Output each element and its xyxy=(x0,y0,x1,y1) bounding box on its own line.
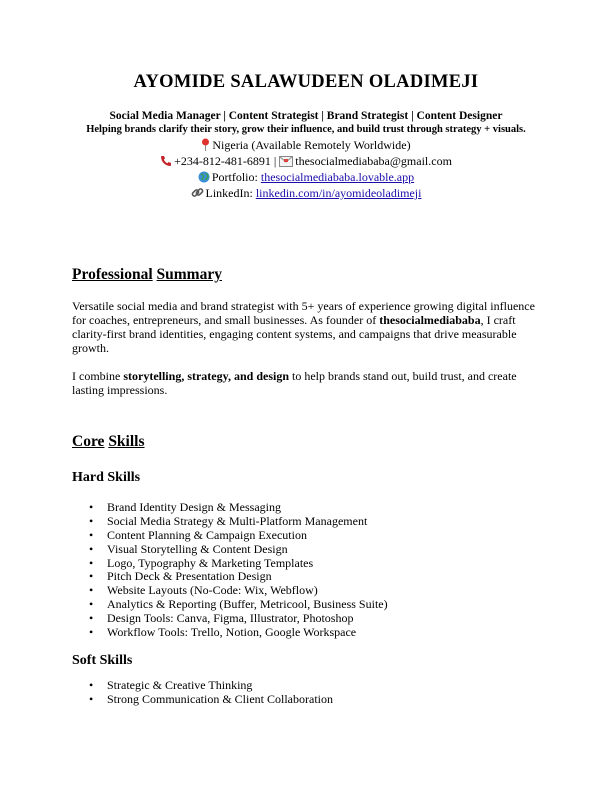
core-skills-heading xyxy=(72,433,145,451)
summary-paragraph-2 xyxy=(72,369,542,397)
list-item xyxy=(72,570,388,584)
soft-skills-heading: Soft Skills xyxy=(72,653,133,668)
link-chain-icon xyxy=(191,186,204,199)
portfolio-link[interactable]: thesocialmediababa.lovable.app xyxy=(260,170,415,184)
summary-text: , I craft clarity-first brand identities, engaging content systems, and campaigns that drive measurable growth. xyxy=(72,313,517,355)
bullet-marker: • xyxy=(89,555,94,570)
phone-number[interactable]: +234-812-481-6891 xyxy=(174,154,271,168)
portfolio-label: Portfolio: xyxy=(211,170,258,184)
heading-word: Summary xyxy=(156,266,222,283)
portfolio-line xyxy=(0,169,612,185)
professional-summary-heading xyxy=(72,266,222,284)
globe-icon xyxy=(198,171,210,183)
bullet-marker: • xyxy=(89,611,94,626)
soft-skills-list xyxy=(72,679,333,707)
phone-email-line xyxy=(0,153,612,169)
list-item xyxy=(72,598,388,612)
summary-text: to help brands stand out, build trust, and create lasting impressions. xyxy=(72,369,517,397)
list-item xyxy=(72,626,388,640)
bullet-marker: • xyxy=(89,691,94,706)
skill-text: Brand Identity Design & Messaging xyxy=(107,500,281,514)
list-item xyxy=(72,693,333,707)
skill-text: Social Media Strategy & Multi-Platform Management xyxy=(107,513,368,528)
bullet-marker: • xyxy=(89,583,94,598)
list-item xyxy=(72,515,388,529)
summary-text: Versatile social media and brand strategist with 5+ years of experience growing digital influence for coaches, entrepreneurs, and small businesses. As founder of xyxy=(72,299,535,327)
phone-icon xyxy=(160,155,172,167)
list-item xyxy=(72,543,388,557)
tagline: Helping brands clarify their story, grow their influence, and build trust through strategy + visuals. xyxy=(86,124,526,135)
skill-text: Analytics & Reporting (Buffer, Metricool, Business Suite) xyxy=(107,597,388,612)
skill-text: Workflow Tools: Trello, Notion, Google Workspace xyxy=(107,625,357,640)
list-item xyxy=(72,501,388,515)
list-item xyxy=(72,679,333,693)
skill-text: Pitch Deck & Presentation Design xyxy=(107,569,272,584)
skill-text: Visual Storytelling & Content Design xyxy=(107,541,288,556)
skill-text: Strategic & Creative Thinking xyxy=(107,678,253,692)
location-text: Nigeria (Available Remotely Worldwide) xyxy=(212,138,411,152)
job-titles: Social Media Manager | Content Strategist | Brand Strategist | Content Designer xyxy=(109,110,503,122)
hard-skills-list xyxy=(72,501,388,640)
contact-header xyxy=(0,109,612,201)
skill-text: Design Tools: Canva, Figma, Illustrator, Photoshop xyxy=(107,611,354,626)
list-item xyxy=(72,584,388,598)
candidate-name: AYOMIDE SALAWUDEEN OLADIMEJI xyxy=(133,72,479,92)
location-pin-icon xyxy=(201,138,210,151)
bullet-marker: • xyxy=(89,541,94,556)
heading-word: Core xyxy=(72,433,105,450)
summary-text: I combine xyxy=(72,369,124,383)
skill-text: Content Planning & Campaign Execution xyxy=(107,527,307,542)
list-item xyxy=(72,612,388,626)
email-envelope-icon xyxy=(279,156,293,167)
email-address[interactable]: thesocialmediababa@gmail.com xyxy=(295,154,452,168)
skill-text: Logo, Typography & Marketing Templates xyxy=(107,555,314,570)
bullet-marker: • xyxy=(89,625,94,640)
hard-skills-heading: Hard Skills xyxy=(72,470,141,485)
linkedin-label: LinkedIn: xyxy=(205,186,253,200)
bullet-marker: • xyxy=(89,527,94,542)
bullet-marker: • xyxy=(89,678,94,692)
bullet-marker: • xyxy=(89,597,94,612)
summary-paragraph-1 xyxy=(72,299,542,355)
bullet-marker: • xyxy=(89,500,94,514)
linkedin-link[interactable]: linkedin.com/in/ayomideoladimeji xyxy=(255,186,422,200)
bullet-marker: • xyxy=(89,569,94,584)
linkedin-line xyxy=(0,185,612,201)
list-item xyxy=(72,529,388,543)
bullet-marker: • xyxy=(89,513,94,528)
heading-word: Professional xyxy=(72,266,153,283)
skill-text: Website Layouts (No-Code: Wix, Webflow) xyxy=(107,583,318,598)
summary-emphasis: storytelling, strategy, and design xyxy=(123,369,289,383)
heading-word: Skills xyxy=(108,433,145,450)
separator: | xyxy=(273,154,277,168)
location-line xyxy=(0,137,612,153)
brand-name: thesocialmediababa xyxy=(379,313,481,327)
list-item xyxy=(72,557,388,571)
skill-text: Strong Communication & Client Collaboration xyxy=(107,691,333,706)
